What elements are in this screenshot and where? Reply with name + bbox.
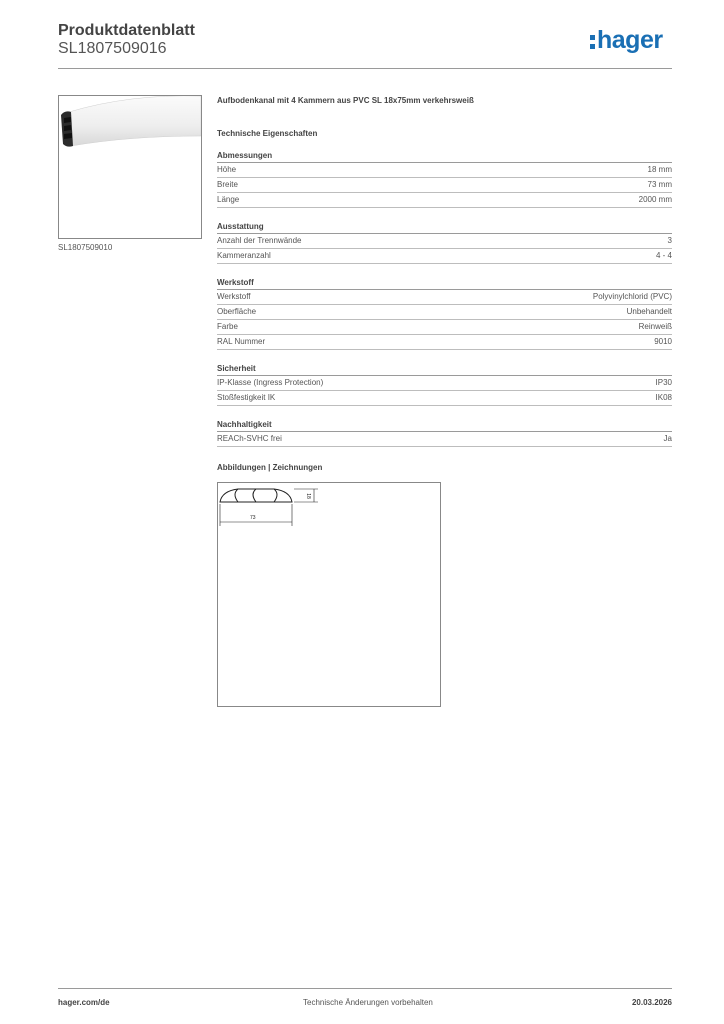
property-label: Stoßfestigkeit IK xyxy=(217,393,276,402)
hager-logo xyxy=(590,26,663,55)
property-row xyxy=(217,249,672,264)
property-row xyxy=(217,432,672,447)
properties-heading: Technische Eigenschaften xyxy=(217,129,318,138)
property-row xyxy=(217,376,672,391)
property-value: 4 - 4 xyxy=(655,251,672,260)
dimension-height-label: 18 xyxy=(305,493,311,499)
footer-notice: Technische Änderungen vorbehalten xyxy=(303,998,433,1007)
dimension-width-label: 73 xyxy=(250,515,256,521)
property-value: 18 mm xyxy=(647,165,672,174)
property-label: Farbe xyxy=(217,322,238,331)
property-label: REACh-SVHC frei xyxy=(217,434,282,443)
logo-text: hager xyxy=(597,26,663,54)
document-title: Produktdatenblatt xyxy=(58,22,195,39)
product-details xyxy=(217,96,672,447)
technical-drawing xyxy=(217,482,441,707)
property-group-title: Sicherheit xyxy=(217,364,672,376)
photo-caption: SL1807509010 xyxy=(58,243,113,252)
article-number: SL1807509016 xyxy=(58,40,167,57)
property-group-title: Ausstattung xyxy=(217,222,672,234)
property-value: Ja xyxy=(663,434,672,443)
cross-section-drawing xyxy=(218,483,440,706)
property-value: 3 xyxy=(667,236,672,245)
cable-duct-photo-icon xyxy=(59,96,201,238)
property-label: RAL Nummer xyxy=(217,337,266,346)
property-group-title: Nachhaltigkeit xyxy=(217,420,672,432)
property-group xyxy=(217,151,672,208)
footer-divider xyxy=(58,988,672,989)
property-value: IK08 xyxy=(655,393,672,402)
property-label: Oberfläche xyxy=(217,307,257,316)
property-value: 73 mm xyxy=(647,180,672,189)
property-group xyxy=(217,420,672,447)
property-group xyxy=(217,222,672,264)
product-description: Aufbodenkanal mit 4 Kammern aus PVC SL 18x75mm verkehrsweiß xyxy=(217,96,474,105)
footer-date: 20.03.2026 xyxy=(631,998,672,1007)
property-label: Höhe xyxy=(217,165,237,174)
property-label: Werkstoff xyxy=(217,292,251,301)
property-group xyxy=(217,364,672,406)
property-row xyxy=(217,391,672,406)
property-row xyxy=(217,163,672,178)
property-row xyxy=(217,193,672,208)
property-value: Reinweiß xyxy=(638,322,672,331)
property-value: 9010 xyxy=(654,337,672,346)
property-group xyxy=(217,278,672,350)
product-photo xyxy=(58,95,202,239)
property-label: Anzahl der Trennwände xyxy=(217,236,302,245)
header-divider xyxy=(58,68,672,69)
property-value: 2000 mm xyxy=(638,195,672,204)
property-label: Kammeranzahl xyxy=(217,251,271,260)
property-row xyxy=(217,335,672,350)
property-row xyxy=(217,290,672,305)
property-value: Polyvinylchlorid (PVC) xyxy=(592,292,672,301)
property-label: IP-Klasse (Ingress Protection) xyxy=(217,378,324,387)
property-row xyxy=(217,178,672,193)
property-label: Länge xyxy=(217,195,240,204)
property-row xyxy=(217,305,672,320)
footer-website[interactable]: hager.com/de xyxy=(58,998,110,1007)
drawings-heading: Abbildungen | Zeichnungen xyxy=(217,463,323,472)
logo-mark-icon xyxy=(590,30,596,48)
property-group-title: Abmessungen xyxy=(217,151,672,163)
property-group-title: Werkstoff xyxy=(217,278,672,290)
property-value: IP30 xyxy=(655,378,672,387)
property-value: Unbehandelt xyxy=(626,307,672,316)
property-groups xyxy=(217,151,672,447)
property-row xyxy=(217,320,672,335)
property-label: Breite xyxy=(217,180,238,189)
property-row xyxy=(217,234,672,249)
